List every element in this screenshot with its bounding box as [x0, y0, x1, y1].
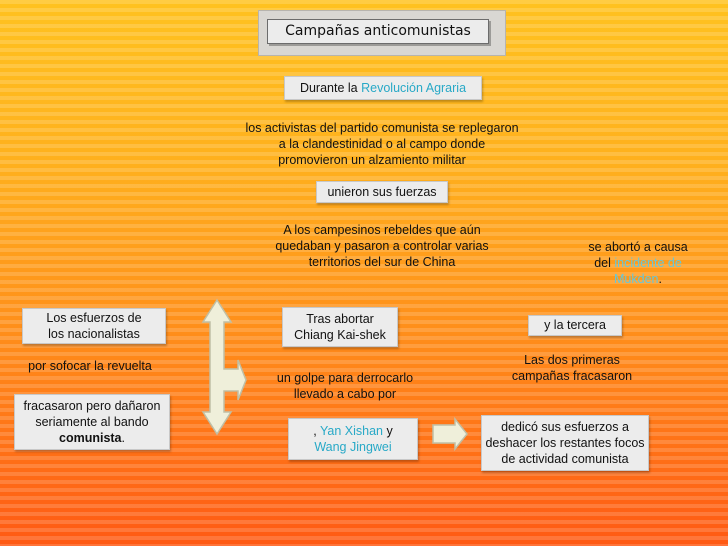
- esfuerzos-line-2: los nacionalistas: [48, 327, 140, 341]
- campesinos-text: [250, 222, 514, 270]
- tras-line-1: Tras abortar: [306, 312, 374, 326]
- comunista-bold: comunista: [59, 431, 122, 445]
- golpe-text: [258, 370, 432, 402]
- golpe-line-2: llevado a cabo por: [293, 387, 397, 401]
- esfuerzos-line-1: Los esfuerzos de: [46, 311, 142, 325]
- aborto-text: [572, 239, 704, 287]
- golpe-line-1: un golpe para derrocarlo: [276, 371, 414, 385]
- dedico-box: [481, 415, 649, 471]
- campesinos-line-3: territorios del sur de China: [308, 255, 456, 269]
- durante-box: [284, 76, 482, 100]
- fracasaron-end: .: [121, 431, 125, 445]
- activistas-line-2: a la clandestinidad o al campo donde: [278, 137, 486, 151]
- unieron-box: unieron sus fuerzas: [316, 181, 448, 203]
- dos-primeras-line-2: campañas fracasaron: [511, 369, 633, 383]
- lideres-box: [288, 418, 418, 460]
- tercera-box: y la tercera: [528, 315, 622, 336]
- fracasaron-line-2: seriamente al bando: [35, 415, 149, 429]
- campesinos-line-1: A los campesinos rebeldes que aún: [283, 223, 481, 237]
- aborto-line-1: se abortó a causa: [588, 240, 688, 254]
- dos-primeras-text: [494, 352, 650, 384]
- dedico-line-2: deshacer los restantes focos: [485, 436, 645, 450]
- fracasaron-line-1: fracasaron pero dañaron: [23, 399, 161, 413]
- lideres-y: y: [383, 424, 393, 438]
- durante-prefix: Durante la: [299, 81, 362, 95]
- campesinos-line-2: quedaban y pasaron a controlar varias: [275, 239, 489, 253]
- right-arrow: [433, 419, 467, 449]
- wang-jingwei-link[interactable]: Wang Jingwei: [314, 440, 392, 454]
- dos-primeras-line-1: Las dos primeras: [524, 353, 620, 367]
- activistas-line-1: los activistas del partido comunista se replegaron: [245, 121, 519, 135]
- mukden-link[interactable]: Mukden: [614, 272, 659, 286]
- esfuerzos-box: [22, 308, 166, 344]
- fracasaron-box: [14, 394, 170, 450]
- tras-line-2: Chiang Kai-shek: [294, 328, 386, 342]
- tras-box: [282, 307, 398, 347]
- aborto-end: .: [658, 272, 662, 286]
- aborto-del: del: [594, 256, 615, 270]
- dedico-line-3: de actividad comunista: [501, 452, 629, 466]
- revolucion-agraria-link[interactable]: Revolución Agraria: [361, 81, 467, 95]
- activistas-line-3: promovieron un alzamiento militar: [278, 153, 466, 167]
- vertical-double-arrow: [203, 300, 246, 434]
- sofocar-text: por sofocar la revuelta: [28, 359, 152, 373]
- incidente-mukden-link[interactable]: incidente de: [614, 256, 682, 270]
- yan-xishan-link[interactable]: Yan Xishan: [319, 424, 383, 438]
- lideres-prefix: ,: [313, 424, 320, 438]
- title-frame: [258, 10, 506, 56]
- dedico-line-1: dedicó sus esfuerzos a: [501, 420, 629, 434]
- page-title: Campañas anticomunistas: [267, 19, 489, 44]
- activistas-text: [216, 120, 548, 168]
